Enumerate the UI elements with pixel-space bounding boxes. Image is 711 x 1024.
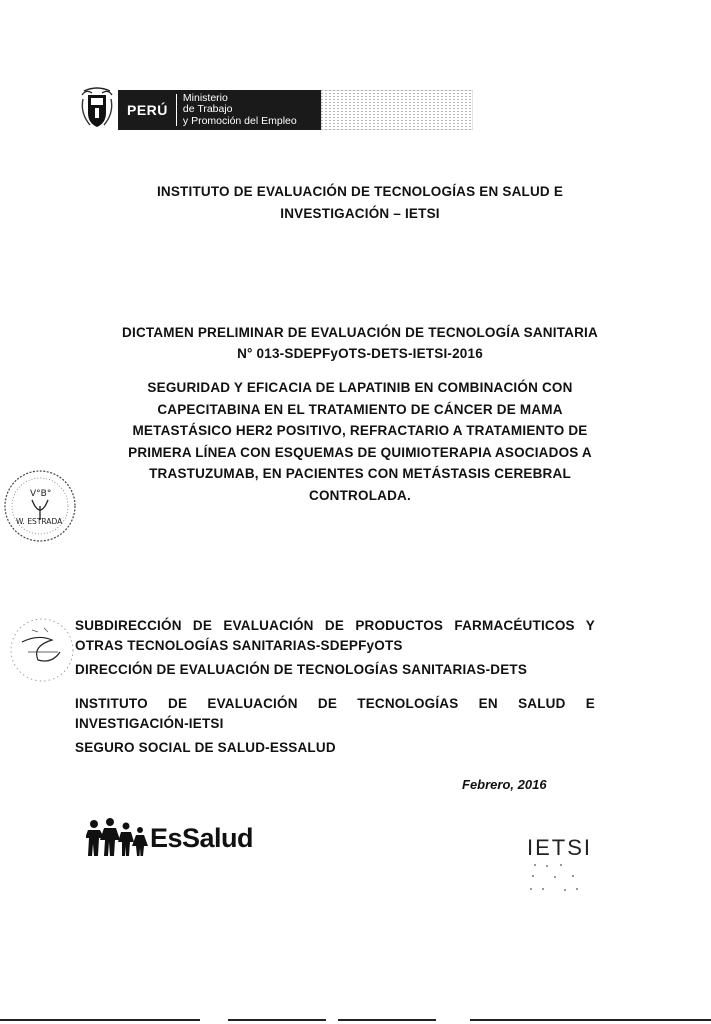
dictamen-number: N° 013-SDEPFyOTS-DETS-IETSI-2016 xyxy=(237,346,483,361)
dictamen-line-1: DICTAMEN PRELIMINAR DE EVALUACIÓN DE TECNOLOGÍA SANITARIA xyxy=(122,325,598,340)
institute-title xyxy=(90,181,630,225)
ministry-line-3: y Promoción del Empleo xyxy=(182,114,297,127)
stamp-vobo-text: V°B° xyxy=(30,489,52,499)
section-direccion: DIRECCIÓN DE EVALUACIÓN DE TECNOLOGÍAS SANITARIAS-DETS xyxy=(75,662,528,677)
ministry-line-1: Ministerio xyxy=(182,91,228,104)
stamp-name-text: W. ESTRADA xyxy=(16,517,63,526)
section-seguro: SEGURO SOCIAL DE SALUD-ESSALUD xyxy=(75,740,336,755)
section-subdireccion: SUBDIRECCIÓN DE EVALUACIÓN DE PRODUCTOS FARMACÉUTICOS Y OTRAS TECNOLOGÍAS SANITARIAS-SDEPFyOTS xyxy=(75,618,595,653)
subject-line-3: METASTÁSICO HER2 POSITIVO, REFRACTARIO A TRATAMIENTO DE xyxy=(132,423,588,438)
dictamen-title xyxy=(60,322,660,364)
essalud-logo xyxy=(86,815,253,861)
section-instituto: INSTITUTO DE EVALUACIÓN DE TECNOLOGÍAS EN SALUD E INVESTIGACIÓN-IETSI xyxy=(75,696,595,731)
signature-stamp-icon xyxy=(8,612,76,688)
ietsi-wordmark: IETSI xyxy=(527,835,593,860)
ietsi-scan-marks xyxy=(524,862,594,896)
scan-edge-lines xyxy=(0,1015,711,1024)
subject-line-6: CONTROLADA. xyxy=(309,487,411,503)
country-label: PERÚ xyxy=(127,102,168,118)
ministry-name xyxy=(177,93,297,128)
subject-line-2: CAPECITABINA EN EL TRATAMIENTO DE CÁNCER DE MAMA xyxy=(157,401,563,417)
subject-title xyxy=(60,377,660,506)
institute-title-line-2: INVESTIGACIÓN – IETSI xyxy=(280,206,440,221)
subject-line-5: TRASTUZUMAB, EN PACIENTES CON METÁSTASIS CEREBRAL xyxy=(149,466,571,481)
scan-noise-block xyxy=(321,90,473,130)
institute-title-line-1: INSTITUTO DE EVALUACIÓN DE TECNOLOGÍAS EN SALUD E xyxy=(156,184,564,199)
subject-line-4: PRIMERA LÍNEA CON ESQUEMAS DE QUIMIOTERAPIA ASOCIADOS A xyxy=(128,444,592,460)
document-date: Febrero, 2016 xyxy=(462,777,547,792)
subject-line-1: SEGURIDAD Y EFICACIA DE LAPATINIB EN COMBINACIÓN CON xyxy=(147,380,573,395)
family-figures-icon xyxy=(86,818,150,858)
essalud-wordmark: EsSalud xyxy=(150,822,254,853)
approval-stamp-icon xyxy=(2,464,80,546)
ministry-line-2: de Trabajo xyxy=(182,103,233,116)
ministry-logo-banner xyxy=(118,90,321,130)
peru-coat-of-arms-icon xyxy=(80,85,114,131)
